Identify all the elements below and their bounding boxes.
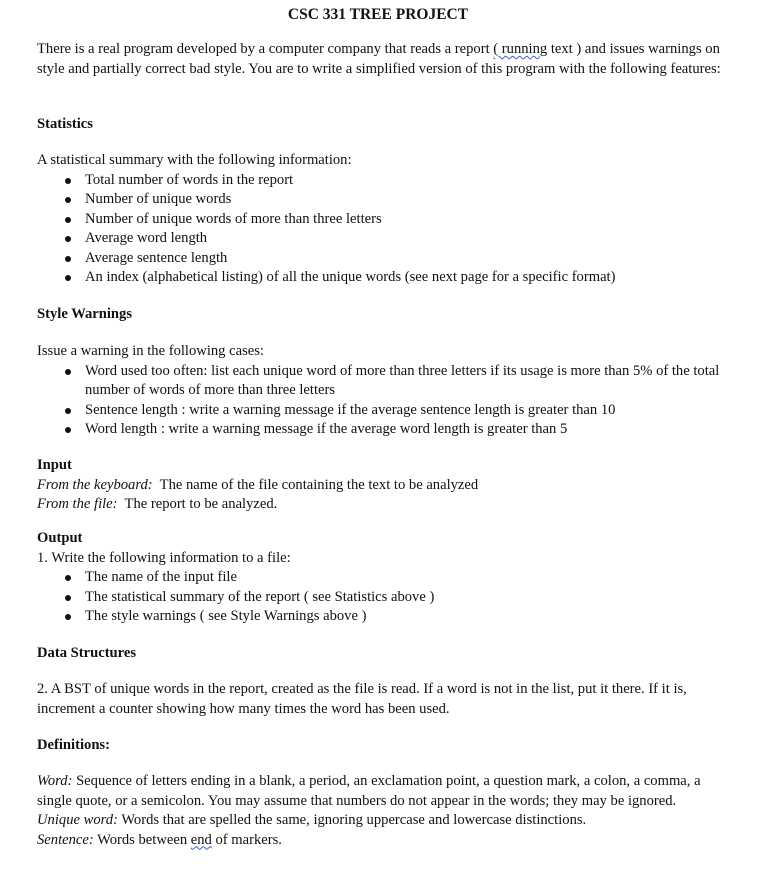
- output-item: The name of the input file: [85, 568, 727, 588]
- input-section: [37, 456, 727, 515]
- input-file-label: From the file:: [37, 496, 118, 512]
- output-item: The statistical summary of the report ( see Statistics above ): [85, 588, 727, 608]
- intro-text-2: text ) and issues warnings on style and partially correct bad style. You are to write a simplified version of this program with the following features:: [37, 41, 721, 77]
- statistics-section: [37, 151, 727, 288]
- definitions-section: [37, 772, 727, 850]
- definition-sentence-text-post: of markers.: [211, 831, 282, 848]
- style-warning-item: Word used too often: list each unique word of more than three letters if its usage is more than 5% of the total number of words of more than three letters: [85, 362, 727, 401]
- statistics-heading: Statistics: [37, 116, 93, 132]
- style-warning-item: Sentence length : write a warning message if the average sentence length is greater than 10: [85, 401, 727, 421]
- definition-unique-label: Unique word:: [37, 812, 118, 828]
- statistics-item: Number of unique words of more than three letters: [85, 210, 727, 230]
- definition-sentence-text-pre: Words between: [93, 831, 191, 848]
- intro-text-1: There is a real program developed by a computer company that reads a report: [37, 41, 494, 57]
- input-heading: Input: [37, 457, 72, 473]
- data-structures-text: 2. A BST of unique words in the report, created as the file is read. If a word is not in the list, put it there. If it is, increment a counter showing how many times the word has been used.: [37, 681, 687, 717]
- style-warnings-list: [37, 362, 727, 440]
- output-heading: Output: [37, 530, 83, 546]
- statistics-item: Average sentence length: [85, 249, 727, 269]
- data-structures-heading: Data Structures: [37, 645, 137, 661]
- definition-word-text: Sequence of letters ending in a blank, a period, an exclamation point, a question mark, a colon, a comma, a single quote, or a semicolon. You may assume that numbers do not appear in the words; they may be ignored.: [37, 773, 701, 809]
- definitions-heading: Definitions:: [37, 737, 110, 753]
- definition-word-label: Word:: [37, 773, 73, 789]
- input-file-text: The report to be analyzed.: [117, 496, 278, 512]
- intro-paragraph: [37, 40, 727, 79]
- statistics-list: [37, 171, 727, 288]
- statistics-item: Total number of words in the report: [85, 171, 727, 191]
- input-keyboard-text: The name of the file containing the text to be analyzed: [152, 476, 479, 493]
- style-warning-item: Word length : write a warning message if the average word length is greater than 5: [85, 420, 727, 440]
- output-item: The style warnings ( see Style Warnings above ): [85, 607, 727, 627]
- style-warnings-heading: Style Warnings: [37, 306, 133, 322]
- style-warnings-section: [37, 342, 727, 440]
- statistics-item: Number of unique words: [85, 190, 727, 210]
- output-lead: 1. Write the following information to a file:: [37, 549, 291, 566]
- output-section: [37, 529, 727, 627]
- page-title: CSC 331 TREE PROJECT: [287, 6, 469, 23]
- definition-sentence-label: Sentence:: [37, 831, 94, 848]
- output-list: [37, 568, 727, 627]
- definition-sentence-squiggle: end: [190, 831, 212, 848]
- style-warnings-lead: Issue a warning in the following cases:: [37, 343, 264, 359]
- input-keyboard-label: From the keyboard:: [37, 476, 153, 493]
- definition-unique-text: Words that are spelled the same, ignoring uppercase and lowercase distinctions.: [117, 812, 587, 828]
- statistics-item: Average word length: [85, 229, 727, 249]
- statistics-item: An index (alphabetical listing) of all the unique words (see next page for a specific format): [85, 268, 727, 288]
- statistics-lead: A statistical summary with the following information:: [37, 152, 352, 168]
- intro-squiggle-text: ( running: [493, 41, 548, 57]
